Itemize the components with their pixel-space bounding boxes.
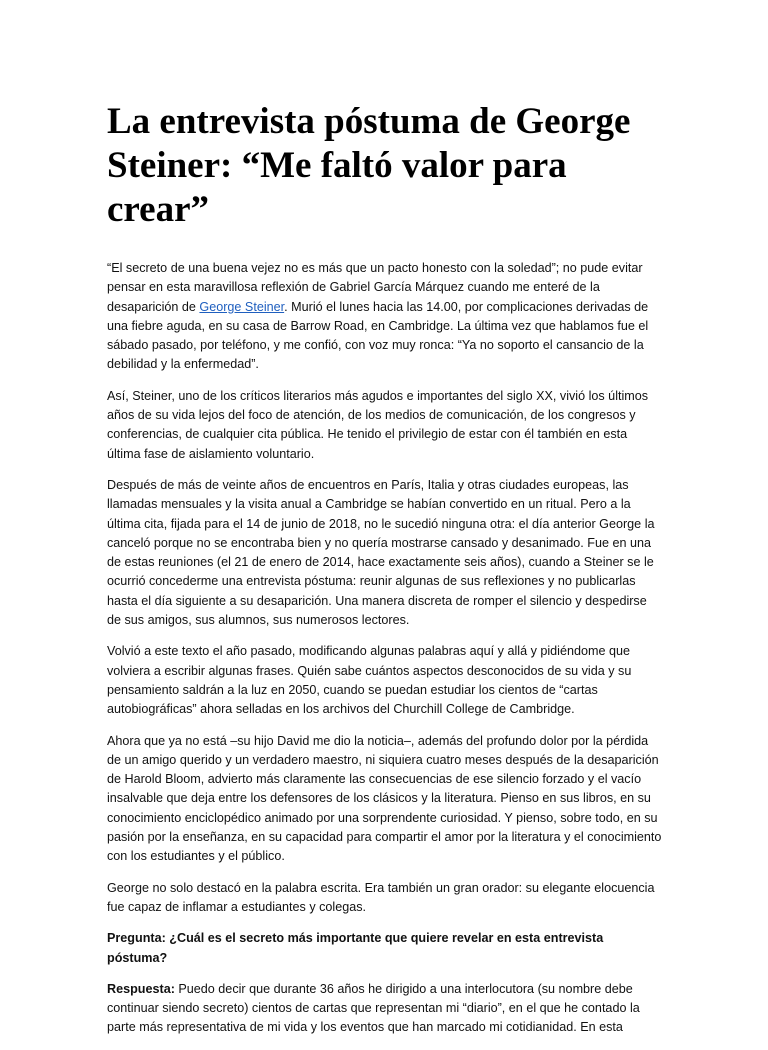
interview-question [107, 929, 663, 968]
paragraph-1-start: “El secreto de una buena vejez no es más que un pacto honesto con la soledad”; no pude evitar pensar en esta maravillosa reflexión de Gabriel García Márquez cuando me enteré de la desaparición de [107, 261, 643, 314]
paragraph-2: Así, Steiner, uno de los críticos literarios más agudos e importantes del siglo XX, vivió los últimos años de su vida lejos del foco de atención, de los medios de comunicación, de los congresos y conferencias, de cualquier cita pública. He tenido el privilegio de estar con él también en esta última fase de aislamiento voluntario. [107, 388, 649, 461]
paragraph-6: George no solo destacó en la palabra escrita. Era también un gran orador: su elegante elocuencia fue capaz de inflamar a estudiantes y colegas. [107, 880, 655, 914]
paragraph-1 [107, 259, 663, 375]
question-text: ¿Cuál es el secreto más importante que quiere revelar en esta entrevista póstuma? [107, 931, 604, 965]
interview-answer [107, 980, 663, 1038]
article-title: La entrevista póstuma de George Steiner: “Me faltó valor para crear” [107, 101, 631, 230]
paragraph-3: Después de más de veinte años de encuentros en París, Italia y otras ciudades europeas, las llamadas mensuales y la visita anual a Cambridge se habían convertido en un ritual. Pero a la última cita, fijada para el 14 de junio de 2018, no le sucedió ninguna otra: el día anterior George la canceló porque no se encontraba bien y no quería mostrarse cansado y desanimado. Fue en una de estas reuniones (el 21 de enero de 2014, hace exactamente seis años), cuando a Steiner se le ocurrió concederme una entrevista póstuma: reunir algunas de sus reflexiones y no publicarlas hasta el día siguiente a su desaparición. Una manera discreta de romper el silencio y despedirse de sus amigos, sus alumnos, sus numerosos lectores. [107, 477, 655, 628]
answer-label: Respuesta: [107, 981, 175, 996]
paragraph-1-end: . Murió el lunes hacia las 14.00, por complicaciones derivadas de una fiebre aguda, en su casa de Barrow Road, en Cambridge. La última vez que hablamos fue el sábado pasado, por teléfono, y me confió, con voz muy ronca: “Ya no soporto el cansancio de la debilidad y la enfermedad”. [107, 299, 649, 372]
george-steiner-link[interactable]: George Steiner [199, 299, 285, 314]
paragraph-4: Volvió a este texto el año pasado, modificando algunas palabras aquí y allá y pidiéndome que volviera a escribir algunas frases. Quién sabe cuántos aspectos desconocidos de su vida y su pensamiento saldrán a la luz en 2050, cuando se puedan estudiar los cientos de “cartas autobiográficas” ahora selladas en los archivos del Churchill College de Cambridge. [107, 644, 632, 717]
article-body [107, 100, 663, 1050]
question-label: Pregunta: [107, 931, 166, 946]
paragraph-5: Ahora que ya no está –su hijo David me dio la noticia–, además del profundo dolor por la pérdida de un amigo querido y un verdadero maestro, ni siquiera cuatro meses después de la desaparición de Harold Bloom, advierto más claramente las consecuencias de ese silencio forzado y el vacío insalvable que deja entre los defensores de los clásicos y la literatura. Pienso en sus libros, en su conocimiento enciclopédico animado por una sorprendente curiosidad. Y pienso, sobre todo, en su pasión por la enseñanza, en su capacidad para compartir el amor por la literatura y el conocimiento con los estudiantes y el público. [107, 733, 662, 864]
answer-text: Puedo decir que durante 36 años he dirigido a una interlocutora (su nombre debe continuar siendo secreto) cientos de cartas que representan mi “diario”, en el que he contado la parte más representativa de mi vida y los eventos que han marcado mi cotidianidad. En esta [107, 981, 640, 1035]
